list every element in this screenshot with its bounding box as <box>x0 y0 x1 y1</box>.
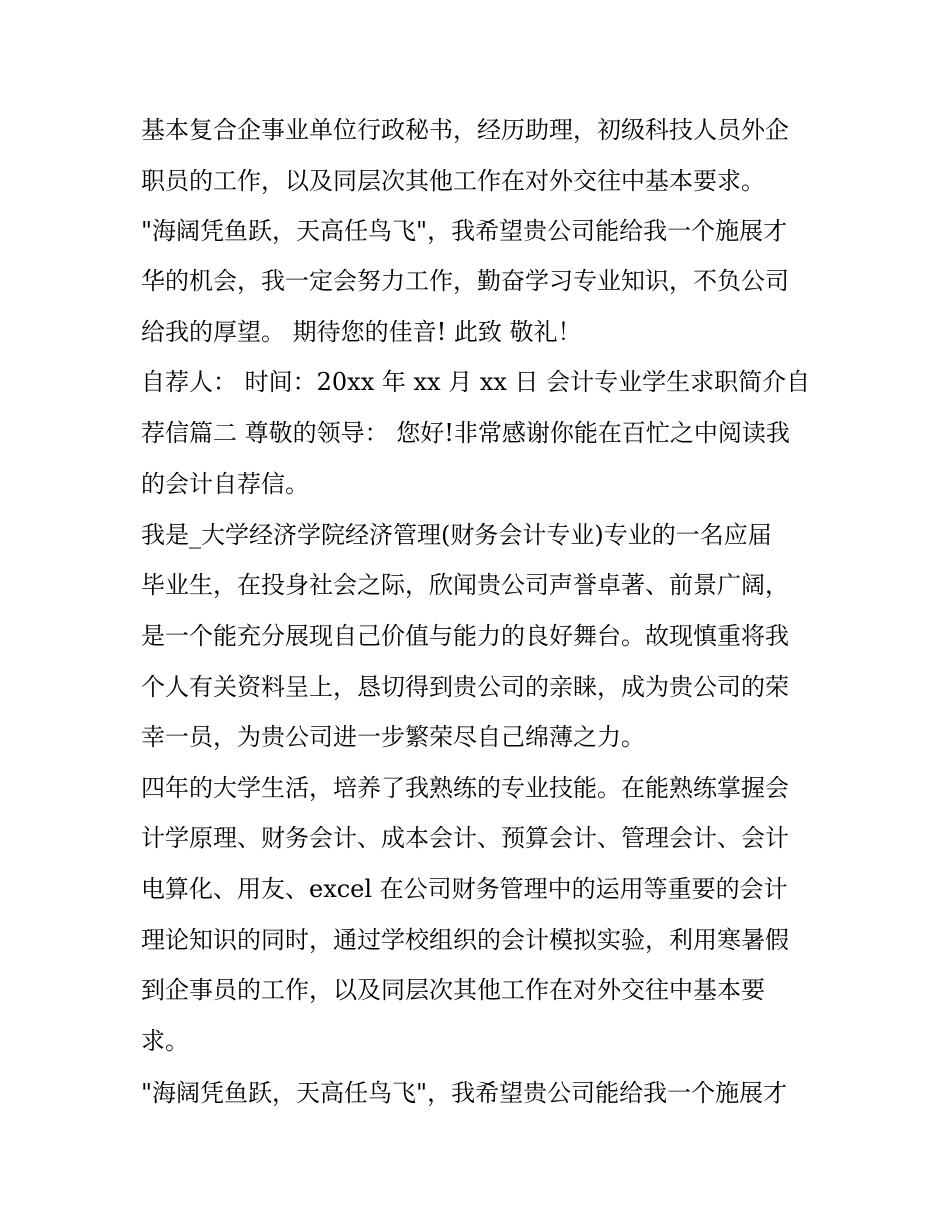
text-line-3: "海阔凭鱼跃，天高任鸟飞"，我希望贵公司能给我一个施展才 <box>141 217 788 245</box>
text-line-4: 华的机会，我一定会努力工作，勤奋学习专业知识，不负公司 <box>141 267 789 295</box>
text-line-2: 职员的工作，以及同层次其他工作在对外交往中基本要求。 <box>141 167 765 195</box>
text-line-17: 理论知识的同时，通过学校组织的会计模拟实验，利用寒暑假 <box>141 926 789 954</box>
text-line-15: 计学原理、财务会计、成本会计、预算会计、管理会计、会计 <box>141 824 789 852</box>
text-line-19: 求。 <box>141 1027 189 1055</box>
text-line-13: 幸一员，为贵公司进一步繁荣尽自己绵薄之力。 <box>141 723 645 751</box>
text-line-10: 毕业生，在投身社会之际，欣闻贵公司声誉卓著、前景广阔， <box>141 571 789 599</box>
text-line-11: 是一个能充分展现自己价值与能力的良好舞台。故现慎重将我 <box>141 622 789 650</box>
text-line-8: 的会计自荐信。 <box>141 470 309 498</box>
text-line-12: 个人有关资料呈上，恳切得到贵公司的亲睐，成为贵公司的荣 <box>141 673 789 701</box>
text-line-14: 四年的大学生活，培养了我熟练的专业技能。在能熟练掌握会 <box>141 774 789 802</box>
text-line-6: 自荐人： 时间：20xx 年 xx 月 xx 日 会计专业学生求职简介自 <box>141 368 811 396</box>
text-line-20: "海阔凭鱼跃，天高任鸟飞"，我希望贵公司能给我一个施展才 <box>141 1079 788 1107</box>
text-line-5: 给我的厚望。 期待您的佳音! 此致 敬礼！ <box>141 318 582 346</box>
text-line-1: 基本复合企事业单位行政秘书，经历助理，初级科技人员外企 <box>141 116 789 144</box>
text-line-16: 电算化、用友、excel 在公司财务管理中的运用等重要的会计 <box>141 875 788 903</box>
text-line-7: 荐信篇二 尊敬的领导： 您好!非常感谢你能在百忙之中阅读我 <box>141 419 790 447</box>
text-line-9: 我是_大学经济学院经济管理(财务会计专业)专业的一名应届 <box>141 521 772 549</box>
text-line-18: 到企事员的工作，以及同层次其他工作在对外交往中基本要 <box>141 976 765 1004</box>
